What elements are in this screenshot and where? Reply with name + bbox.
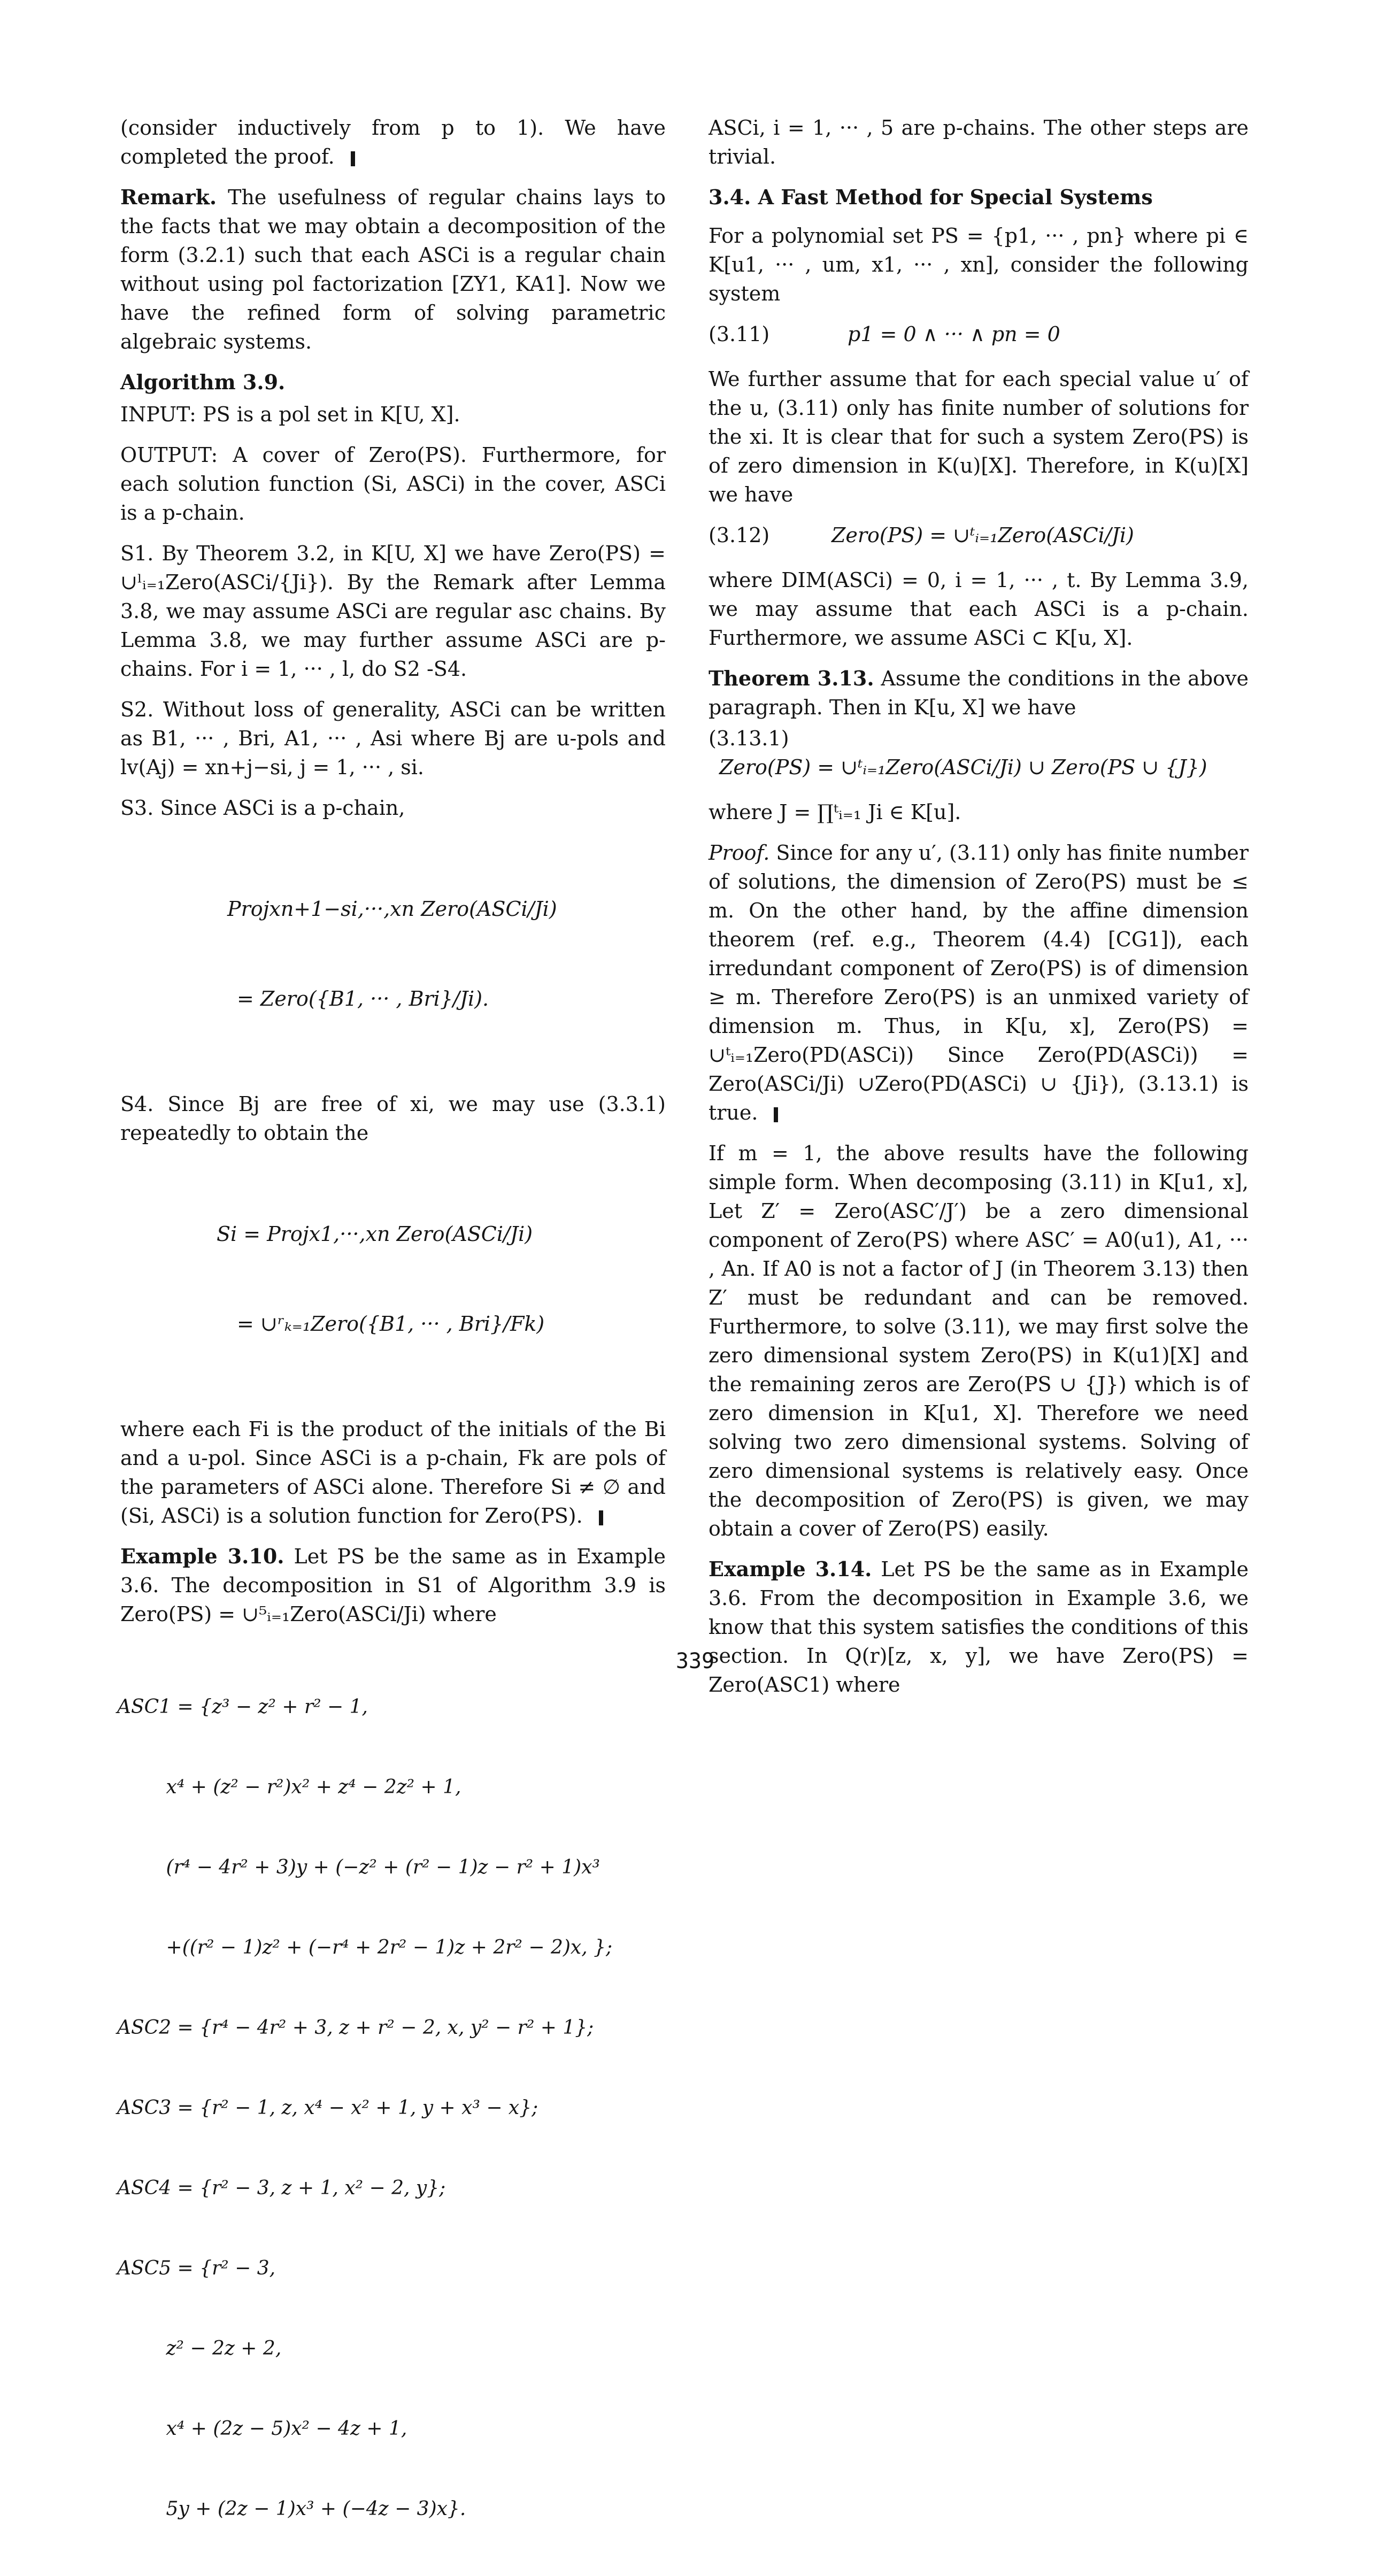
paragraph-example-3-14 (709, 1555, 1249, 1699)
s4-equation-line1: Si = Projx1,···,xn Zero(ASCi/Ji) (217, 1222, 533, 1246)
paragraph-polynomial-set: For a polynomial set PS = {p1, ··· , pn} where pi ∈ K[u1, ··· , um, x1, ··· , xn], consider the following system (709, 224, 1249, 305)
example-3-10-body: Let PS be the same as in Example 3.6. The decomposition in S1 of Algorithm 3.9 is Zero(PS) = ∪⁵ᵢ₌₁Zero(ASCi/Ji) where (120, 1545, 666, 1626)
paragraph-m-equals-1: If m = 1, the above results have the following simple form. When decomposing (3.11) in K[u1, x], Let Z′ = Zero(ASC′/J′) be a zero dimensional component of Zero(PS) where ASC′ = A0(u1), A1, ··· , An. If A0 is not a factor of J (in Theorem 3.13) then Z′ must be redundant and can be removed. Furthermore, to solve (3.11), we may first solve the zero dimensional system Zero(PS) in K(u1)[X] and the remaining zeros are Zero(PS ∪ {J}) which is of zero dimension in K[u1, X]. Therefore we need solving two zero dimensional systems. Solving of zero dimensional systems is relatively easy. Once the decomposition of Zero(PS) is given, we may obtain a cover of Zero(PS) easily. (709, 1142, 1249, 1540)
example-3-14-body: Let PS be the same as in Example 3.6. From the decomposition in Example 3.6, we know that this system satisfies the conditions of this section. In Q(r)[z, x, y], we have Zero(PS) = Zero(ASC1) where (709, 1557, 1249, 1696)
algorithm-step-s2: S2. Without loss of generality, ASCi can be written as B1, ··· , Bri, A1, ··· , Asi where Bj are u-pols and lv(Aj) = xn+j−si, j = 1, ··· , si. (120, 698, 666, 779)
asc-line: ASC2 = {r⁴ − 4r² + 3, z + r² − 2, x, y² − r² + 1}; (117, 2017, 594, 2039)
qed-mark (599, 1510, 603, 1525)
example-3-14-heading: Example 3.14. (709, 1557, 872, 1581)
paragraph-proof (709, 838, 1249, 1127)
equation-3-12 (709, 521, 1249, 550)
asc-line: z² − 2z + 2, (117, 2338, 282, 2359)
theorem-3-13-body: Assume the conditions in the above paragraph. Then in K[u, X] we have (709, 667, 1249, 719)
equation-3-12-body: Zero(PS) = ∪ᵗᵢ₌₁Zero(ASCi/Ji) (831, 523, 1134, 547)
s4-equation-line2: = ∪ʳₖ₌₁Zero({B1, ··· , Bri}/Fk) (237, 1312, 545, 1336)
paragraph-special-value: We further assume that for each special value u′ of the u, (3.11) only has finite number of solutions for the xi. It is clear that for such a system Zero(PS) is of zero dimension in K(u)[X]. Therefore, in K(u)[X] we have (709, 367, 1249, 506)
s3-equation-line1: Projxn+1−si,···,xn Zero(ASCi/Ji) (227, 897, 557, 921)
right-column (709, 113, 1249, 1711)
proof-body: Since for any u′, (3.11) only has finite number of solutions, the dimension of Zero(PS) must be ≤ m. On the other hand, by the affine dimension theorem (ref. e.g., Theorem (4.4) [CG1]), each irredundant component of Zero(PS) is of dimension ≥ m. Therefore Zero(PS) is an unmixed variety of dimension m. Thus, in K[u, x], Zero(PS) = ∪ᵗᵢ₌₁Zero(PD(ASCi)) Since Zero(PD(ASCi)) = Zero(ASCi/Ji) ∪Zero(PD(ASCi) ∪ {Ji}), (3.13.1) is true. (709, 841, 1249, 1124)
asc-line: ASC4 = {r² − 3, z + 1, x² − 2, y}; (117, 2177, 446, 2199)
asc-line: (r⁴ − 4r² + 3)y + (−z² + (r² − 1)z − r² + 1)x³ (117, 1856, 600, 1878)
page-number: 339 (675, 1649, 715, 1673)
paragraph-dim: where DIM(ASCi) = 0, i = 1, ··· , t. By Lemma 3.9, we may assume that each ASCi is a p-chain. Furthermore, we assume ASCi ⊂ K[u, X]. (709, 568, 1249, 650)
asc-line: x⁴ + (2z − 5)x² − 4z + 1, (117, 2418, 407, 2440)
asc-line: 5y + (2z − 1)x³ + (−4z − 3)x}. (117, 2498, 466, 2520)
algorithm-input: INPUT: PS is a pol set in K[U, X]. (120, 403, 460, 426)
equation-3-11 (709, 320, 1249, 349)
paragraph-p-chains: ASCi, i = 1, ··· , 5 are p-chains. The other steps are trivial. (709, 116, 1249, 168)
equation-3-13-1-label: (3.13.1) (709, 727, 789, 750)
asc-line: ASC1 = {z³ − z² + r² − 1, (117, 1696, 368, 1718)
theorem-3-13-heading: Theorem 3.13. (709, 666, 874, 690)
proof-heading: Proof. (709, 841, 770, 865)
equation-3-11-body: p1 = 0 ∧ ··· ∧ pn = 0 (848, 322, 1060, 346)
algorithm-output: OUTPUT: A cover of Zero(PS). Furthermore, for each solution function (Si, ASCi) in the cover, ASCi is a p-chain. (120, 443, 666, 525)
asc-line: ASC3 = {r² − 1, z, x⁴ − x² + 1, y + x³ − x}; (117, 2097, 538, 2119)
paragraph-solution-function: where each Fi is the product of the initials of the Bi and a u-pol. Since ASCi is a p-chain, Fk are pols of the parameters of ASCi alone. Therefore Si ≠ ∅ and (Si, ASCi) is a solution function for Zero(PS). (120, 1417, 666, 1528)
s3-equation-line2: = Zero({B1, ··· , Bri}/Ji). (237, 987, 489, 1011)
equation-3-11-label: (3.11) (709, 322, 770, 346)
algorithm-step-s4: S4. Since Bj are free of xi, we may use (3.3.1) repeatedly to obtain the (120, 1092, 666, 1145)
remark-heading: Remark. (120, 185, 217, 209)
paragraph-product-j: where J = ∏ᵗᵢ₌₁ Ji ∈ K[u]. (709, 800, 961, 824)
asc-chains (117, 1640, 666, 2576)
asc-line: x⁴ + (z² − r²)x² + z⁴ − 2z² + 1, (117, 1776, 461, 1798)
asc-line: +((r² − 1)z² + (−r⁴ + 2r² − 1)z + 2r² − 2)x, }; (117, 1937, 613, 1958)
paragraph-example-3-10 (120, 1542, 666, 1629)
qed-mark (351, 151, 355, 166)
qed-mark (774, 1107, 778, 1122)
section-heading-3-4: 3.4. A Fast Method for Special Systems (709, 185, 1153, 209)
s4-equation (217, 1159, 666, 1399)
algorithm-step-s1: S1. By Theorem 3.2, in K[U, X] we have Zero(PS) = ∪ˡᵢ₌₁Zero(ASCi/{Ji}). By the Remark after Lemma 3.8, we may assume ASCi are regular asc chains. By Lemma 3.8, we may further assume ASCi are p-chains. For i = 1, ··· , l, do S2 -S4. (120, 542, 666, 681)
paragraph-theorem-3-13 (709, 664, 1249, 722)
algorithm-step-s3: S3. Since ASCi is a p-chain, (120, 796, 405, 820)
example-3-10-heading: Example 3.10. (120, 1544, 284, 1568)
paragraph-remark (120, 183, 666, 356)
algorithm-title: Algorithm 3.9. (120, 370, 286, 394)
remark-body: The usefulness of regular chains lays to the facts that we may obtain a decomposition of the form (3.2.1) such that each ASCi is a regular chain without using pol factorization [ZY1, KA1]. Now we have the refined form of solving parametric algebraic systems. (120, 186, 666, 353)
equation-3-12-label: (3.12) (709, 523, 770, 547)
s3-equation (227, 834, 666, 1074)
asc-line: ASC5 = {r² − 3, (117, 2257, 276, 2279)
paragraph-proof-end: (consider inductively from p to 1). We have completed the proof. (120, 116, 666, 168)
equation-3-13-1-body: Zero(PS) = ∪ᵗᵢ₌₁Zero(ASCi/Ji) ∪ Zero(PS ∪ {J}) (719, 755, 1207, 779)
left-column (117, 113, 666, 2576)
